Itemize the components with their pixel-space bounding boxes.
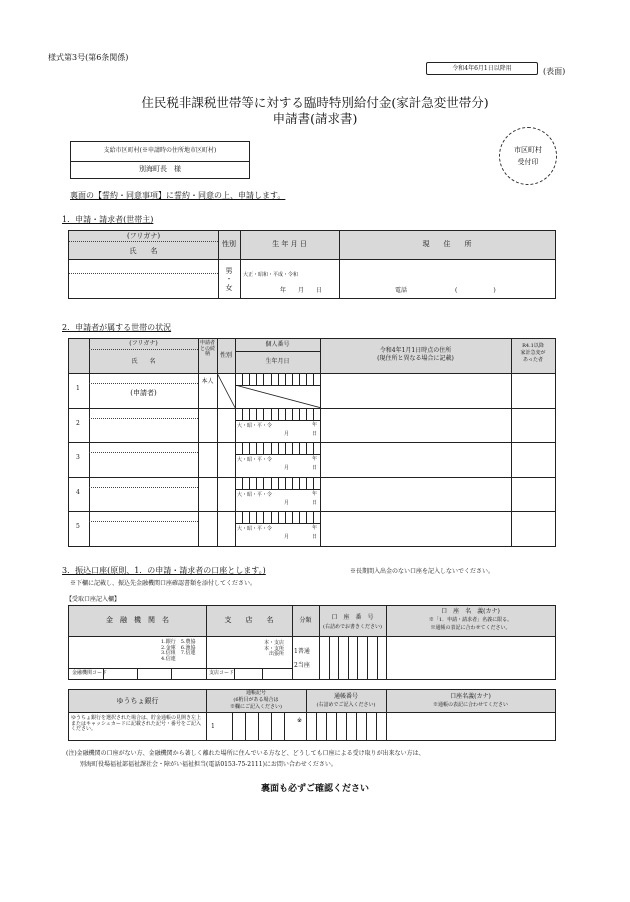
member-month-label: 月 xyxy=(284,499,290,506)
bank-account-table xyxy=(68,605,556,680)
consent-statement: 裏面の【誓約・同意事項】に誓約・同意の上、申請します。 xyxy=(70,191,286,200)
phone-label: 電話 xyxy=(395,287,408,294)
hh-relation-header: 申請者との続柄 xyxy=(200,340,216,357)
hh-name-header: 氏 名 xyxy=(131,358,156,365)
member-era: 大・昭・平・令 xyxy=(237,422,273,429)
yucho-symbol-header-3: ※欄にご記入ください) xyxy=(230,704,282,710)
hh-address-header-2: (現住所と異なる場合に記載) xyxy=(377,355,454,362)
date-badge: 令和4年6月1日以降用 xyxy=(426,62,538,75)
hh-address-header-1: 令和4年1月1日時点の住所 xyxy=(379,347,452,354)
row-number: 1 xyxy=(76,385,80,392)
section1-title: 1．申請・請求者(世帯主) xyxy=(62,215,154,224)
hh-mynumber-header: 個人番号 xyxy=(265,341,290,348)
applicant-table xyxy=(68,230,556,299)
section3-title: 3．振込口座(原則、1．の申請・請求者の口座とします。) xyxy=(62,566,266,575)
footnote-1: (注)金融機関の口座がない方、金融機関から著しく離れた場所に住んでいる方など、どうしても口座による受け取りが出来ない方は、 xyxy=(66,750,425,757)
row-number: 3 xyxy=(76,454,80,462)
member-name[interactable]: (申請者) xyxy=(130,389,157,397)
yucho-table xyxy=(68,689,556,741)
hh-gender-header: 性別 xyxy=(219,352,232,359)
yucho-holder-header: 口座名義(カナ) xyxy=(450,693,491,700)
footer-reminder: 裏面も必ずご確認ください xyxy=(260,784,369,794)
row-number: 5 xyxy=(76,523,80,531)
household-row xyxy=(69,511,555,546)
member-day-label: 日 xyxy=(312,430,318,437)
section3-note: ※下欄に記載し、振込先金融機関口座確認書類を添付してください。 xyxy=(70,580,257,587)
yucho-number-header: 通帳番号 xyxy=(333,693,358,700)
row-number: 4 xyxy=(76,488,80,496)
hh-furigana-header: (フリガナ) xyxy=(129,340,158,347)
phone-paren: ( ) xyxy=(455,287,496,294)
gender-female: 女 xyxy=(225,284,233,292)
row-number: 2 xyxy=(76,419,80,427)
stamp-line1: 市区町村 xyxy=(514,146,542,154)
household-row xyxy=(69,442,555,477)
member-day-label: 日 xyxy=(312,465,318,472)
member-year-label: 年 xyxy=(312,456,318,463)
page-subtitle: 申請書(請求書) xyxy=(272,111,358,126)
reception-stamp-area xyxy=(499,127,557,185)
member-era: 大・昭・平・令 xyxy=(237,526,273,533)
member-era: 大・昭・平・令 xyxy=(237,457,273,464)
holder-header: 口 座 名 義(カナ) xyxy=(441,608,500,615)
gender-header: 性別 xyxy=(222,240,236,248)
yucho-header: ゆうちょ銀行 xyxy=(116,697,159,705)
side-label: (表面) xyxy=(543,67,566,76)
yucho-holder-note: ※通帳の表記に合わせてください xyxy=(432,702,508,708)
member-month-label: 月 xyxy=(284,534,290,541)
branch-type-options: 本・支店 本・支所 出張所 xyxy=(264,640,285,657)
member-year-label: 年 xyxy=(312,490,318,497)
bank-code-label: 金融機関コード xyxy=(72,670,108,676)
member-relation[interactable]: 本人 xyxy=(201,378,214,385)
recipient-name: 別海町長 様 xyxy=(139,165,181,173)
section2-title: 2．申請者が属する世帯の状況 xyxy=(62,323,172,332)
member-year-label: 年 xyxy=(312,525,318,532)
era-options: 大正・昭和・平成・令和 xyxy=(243,272,299,278)
gender-dot: ・ xyxy=(225,275,233,283)
recipient-box xyxy=(70,141,250,179)
member-month-label: 月 xyxy=(284,465,290,472)
member-era: 大・昭・平・令 xyxy=(237,491,273,498)
yucho-star: ※ xyxy=(297,717,303,724)
yucho-number-note: (右詰めでご記入ください) xyxy=(316,702,376,708)
footnote-2: 別海町役場福祉部福祉課社会・障がい福祉担当(電話0153-75-2111)にお問い合わせください。 xyxy=(80,761,337,768)
member-month-label: 月 xyxy=(284,430,290,437)
type-ordinary: 1普通 xyxy=(294,648,310,655)
yucho-symbol-header-2: (6桁目がある場合は xyxy=(233,697,279,703)
yucho-symbol-header-1: 通帳記号 xyxy=(245,690,266,696)
form-number: 様式第3号(第6条関係) xyxy=(48,53,129,62)
section3-title-note: ※長期間入出金のない口座を記入しないでください。 xyxy=(350,568,495,575)
furigana-header: (フリガナ) xyxy=(126,232,161,240)
acct-no-header: 口 座 番 号 xyxy=(331,614,374,621)
hh-last-header-1: R4.1以降 xyxy=(522,343,544,349)
gender-male: 男 xyxy=(225,267,233,275)
household-row xyxy=(69,408,555,443)
yucho-symbol-prefix: 1 xyxy=(211,723,215,730)
birthdate-header: 生 年 月 日 xyxy=(272,240,307,248)
bank-name-header: 金 融 機 関 名 xyxy=(106,616,169,624)
household-table xyxy=(68,338,556,547)
hh-last-header-2: 家計急変が xyxy=(520,350,546,356)
member-day-label: 日 xyxy=(312,534,318,541)
branch-header: 支 店 名 xyxy=(224,616,274,624)
hh-last-header-3: あった者 xyxy=(523,357,543,363)
type-current: 2当座 xyxy=(294,662,310,669)
holder-note-1: ※「1．申請・請求者」名義に限る。 xyxy=(428,617,513,623)
holder-note-2: ※通帳の表記に合わせてください。 xyxy=(430,625,511,631)
household-row xyxy=(69,373,555,408)
diagonal-slash xyxy=(235,385,320,408)
page-title: 住民税非課税世帯等に対する臨時特別給付金(家計急変世帯分) xyxy=(141,95,489,110)
account-form-label: 【受取口座記入欄】 xyxy=(66,596,121,603)
diagonal-slash xyxy=(217,373,235,408)
bank-type-options: 1.銀行 5.農協 2.金庫 6.漁協 3.信組 7.信連 4.信連 xyxy=(161,639,196,662)
birth-ymd: 年 月 日 xyxy=(280,287,323,294)
category-header: 分類 xyxy=(299,617,312,624)
name-header: 氏 名 xyxy=(129,247,158,255)
hh-birthdate-header: 生年月日 xyxy=(265,358,290,365)
address-header: 現 住 所 xyxy=(422,240,472,248)
yucho-description: ゆうちょ銀行を選択された場合は、貯金通帳の見開き左上またはキャッシュカードに記載された記号・番号をご記入ください。 xyxy=(71,715,202,732)
recipient-label: 支給市区町村(※申請時の住所地市区町村) xyxy=(103,147,217,154)
member-day-label: 日 xyxy=(312,499,318,506)
member-year-label: 年 xyxy=(312,421,318,428)
household-row xyxy=(69,477,555,512)
acct-no-note: (右詰めでお書きください) xyxy=(323,624,382,630)
branch-code-label: 支店コード xyxy=(209,670,235,676)
stamp-line2: 受付印 xyxy=(517,158,539,166)
